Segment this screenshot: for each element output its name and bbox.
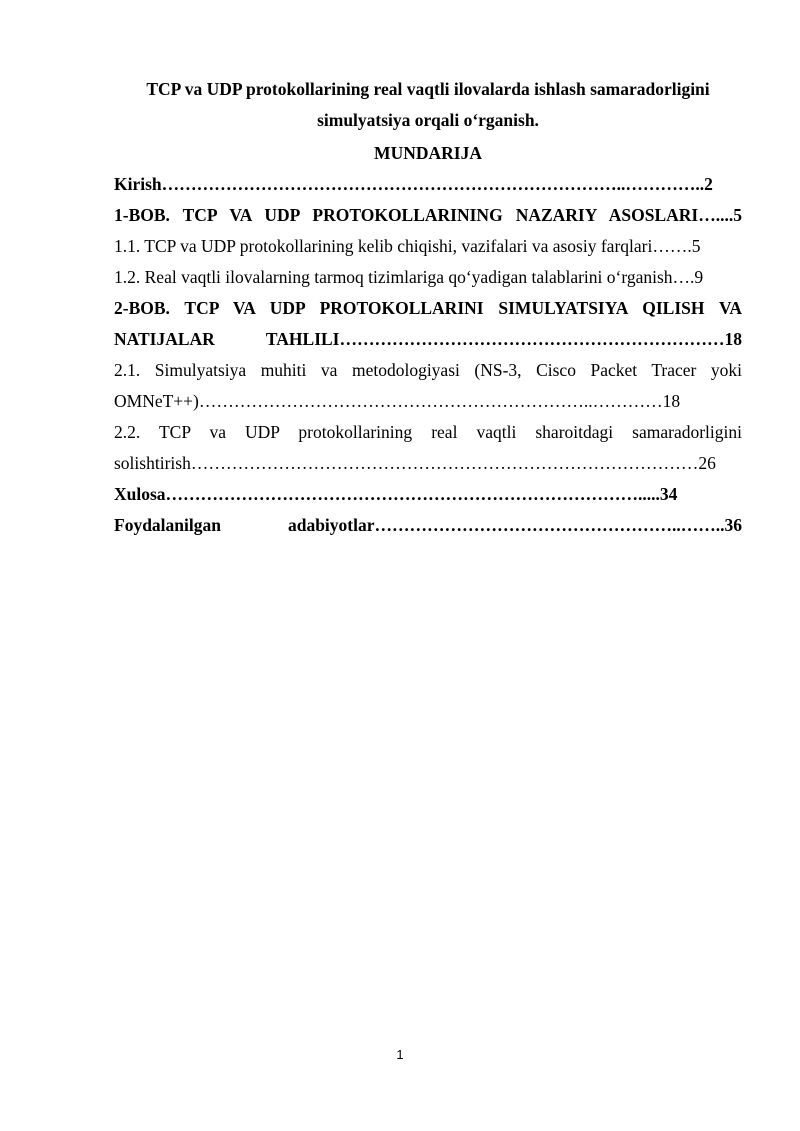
toc-entry-adabiyotlar: Foydalanilgan adabiyotlar……………………………………………..……..36 [114,515,742,535]
toc-entry-section-2-1: 2.1. Simulyatsiya muhiti va metodologiyasi (NS-3, Cisco Packet Tracer yoki OMNeT++)…………………………………………………………..…………18 [114,360,742,411]
toc-entry-xulosa: Xulosa……………………………………………………………………….....34 [114,484,678,504]
toc-entry-kirish: Kirish……………………………………………………………………..…………..2 [114,174,713,194]
document-page [114,74,742,541]
toc-entry-section-1-1: 1.1. TCP va UDP protokollarining kelib chiqishi, vazifalari va asosiy farqlari…….5 [114,236,701,256]
toc-entry-section-2-2: 2.2. TCP va UDP protokollarining real vaqtli sharoitdagi samaradorligini solishtirish……………………………………………………………………………26 [114,422,742,473]
toc-entry-section-1-2: 1.2. Real vaqtli ilovalarning tarmoq tizimlariga qo‘yadigan talablarini o‘rganish….9 [114,267,704,287]
page-number: 1 [396,1047,404,1062]
toc-entry-chapter-1: 1-BOB. TCP VA UDP PROTOKOLLARINING NAZARIY ASOSLARI…....5 [114,205,742,225]
document-title: TCP va UDP protokollarining real vaqtli ilovalarda ishlash samaradorligini simulyatsiya orqali o‘rganish. [146,79,710,130]
toc-entry-chapter-2: 2-BOB. TCP VA UDP PROTOKOLLARINI SIMULYATSIYA QILISH VA NATIJALAR TAHLILI…………………………………………………………18 [114,298,742,349]
toc-heading: MUNDARIJA [374,143,482,163]
